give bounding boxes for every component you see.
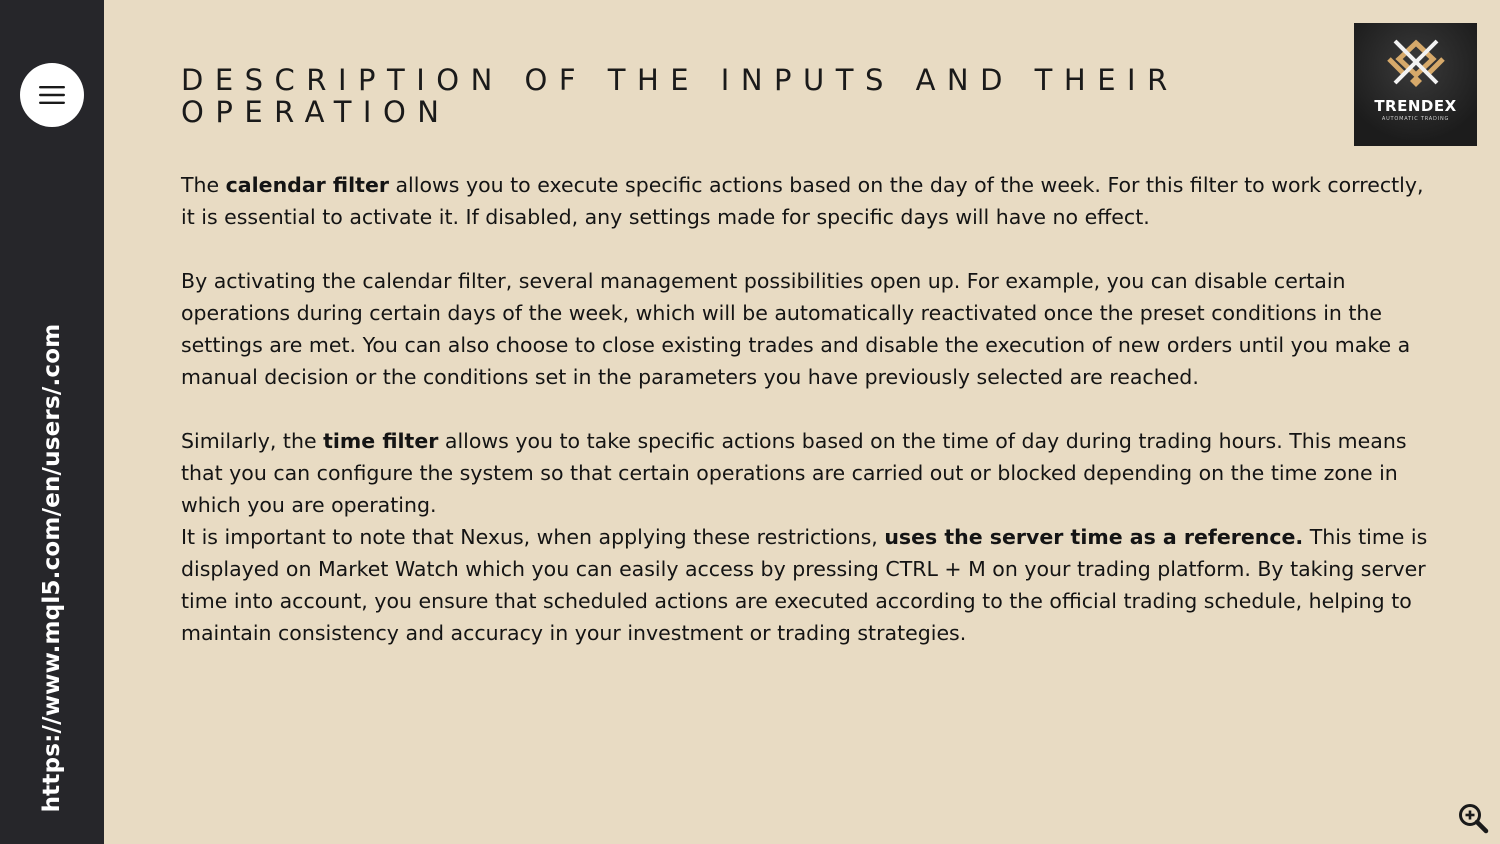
menu-button[interactable]	[20, 63, 84, 127]
paragraph-server-time	[181, 521, 1441, 649]
hamburger-menu-icon	[39, 85, 65, 105]
logo-name: TRENDEX	[1374, 97, 1457, 115]
bold-text: time filter	[323, 429, 439, 453]
paragraph-gap	[181, 233, 1441, 265]
bold-text: calendar filter	[225, 173, 389, 197]
main-content	[181, 169, 1441, 649]
sidebar-url-link[interactable]: https://www.mql5.com/en/users/.com	[39, 323, 65, 813]
zoom-in-button[interactable]	[1457, 802, 1489, 834]
text-span: The	[181, 173, 226, 197]
page-title: DESCRIPTION OF THE INPUTS AND THEIR OPERATION	[181, 63, 1179, 129]
paragraph-calendar-activation: By activating the calendar filter, several management possibilities open up. For example, you can disable certain operations during certain days of the week, which will be automatically reactivated once the preset conditions in the settings are met. You can also choose to close existing trades and disable the execution of new orders until you make a manual decision or the conditions set in the parameters you have previously selected are reached.	[181, 269, 1411, 389]
text-span: This time is displayed on Market Watch which you can easily access by pressing CTRL + M on your trading platform. By taking server time into account, you ensure that scheduled actions are executed according to the official trading schedule, helping to maintain consistency and accuracy in your investment or trading strategies.	[181, 525, 1428, 645]
text-span: Similarly, the	[181, 429, 324, 453]
paragraph-calendar-filter	[181, 169, 1441, 233]
logo-tagline: AUTOMATIC TRADING	[1381, 116, 1450, 122]
trendex-logo-icon	[1381, 37, 1451, 95]
text-span: allows you to take specific actions based on the time of day during trading hours. This means that you can configure the system so that certain operations are carried out or blocked depending on the time zone in which you are operating.	[181, 429, 1407, 517]
zoom-in-icon	[1457, 802, 1489, 834]
paragraph-time-filter	[181, 425, 1441, 521]
trendex-logo	[1354, 23, 1477, 146]
bold-text: uses the server time as a reference.	[884, 525, 1304, 549]
sidebar	[0, 0, 104, 844]
paragraph-gap	[181, 393, 1441, 425]
text-span: allows you to execute specific actions based on the day of the week. For this filter to work correctly, it is essential to activate it. If disabled, any settings made for specific days will have no effect.	[181, 173, 1424, 229]
text-span: It is important to note that Nexus, when applying these restrictions,	[181, 525, 885, 549]
